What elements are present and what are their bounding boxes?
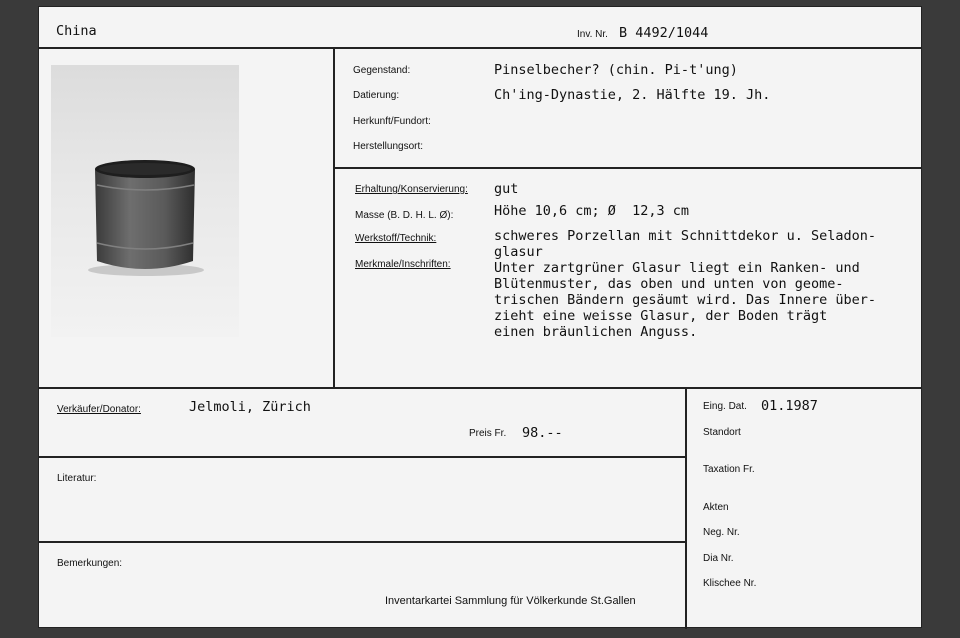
verkaeufer-value: Jelmoli, Zürich: [189, 399, 311, 415]
preis-label: Preis Fr.: [469, 428, 507, 439]
erhaltung-label: Erhaltung/Konservierung:: [355, 184, 468, 195]
dia-nr-label: Dia Nr.: [703, 553, 734, 564]
verkaeufer-label: Verkäufer/Donator:: [57, 404, 141, 415]
neg-nr-label: Neg. Nr.: [703, 527, 740, 538]
inv-label: Inv. Nr.: [577, 29, 608, 40]
akten-label: Akten: [703, 502, 729, 513]
werkstoff-line-2: glasur: [494, 244, 543, 260]
bemerkungen-label: Bemerkungen:: [57, 558, 123, 569]
werkstoff-line-1: schweres Porzellan mit Schnittdekor u. Seladon-: [494, 228, 877, 244]
eing-dat-label: Eing. Dat.: [703, 401, 747, 412]
inventory-card: [38, 6, 922, 628]
merkmale-label: Merkmale/Inschriften:: [355, 259, 451, 270]
masse-value: Höhe 10,6 cm; Ø 12,3 cm: [494, 203, 690, 219]
divider-right-column: [685, 387, 687, 629]
gegenstand-value: Pinselbecher? (chin. Pi-t'ung): [494, 62, 738, 78]
standort-label: Standort: [703, 427, 741, 438]
taxation-label: Taxation Fr.: [703, 464, 755, 475]
divider-main-bottom: [39, 387, 921, 389]
inv-value: B 4492/1044: [619, 25, 709, 41]
eing-dat-value: 01.1987: [761, 398, 818, 414]
preis-value: 98.--: [522, 425, 563, 441]
merkmale-line-5: einen bräunlichen Anguss.: [494, 324, 698, 340]
divider-literatur: [39, 541, 685, 543]
divider-top-details: [333, 167, 921, 169]
herkunft-label: Herkunft/Fundort:: [353, 116, 431, 127]
erhaltung-value: gut: [494, 181, 519, 197]
klischee-nr-label: Klischee Nr.: [703, 578, 757, 589]
gegenstand-label: Gegenstand:: [353, 65, 411, 76]
herstellungsort-label: Herstellungsort:: [353, 141, 424, 152]
literatur-label: Literatur:: [57, 473, 97, 484]
footer-institution: Inventarkartei Sammlung für Völkerkunde St.Gallen: [385, 595, 636, 607]
merkmale-line-2: Blütenmuster, das oben und unten von geome-: [494, 276, 844, 292]
merkmale-line-1: Unter zartgrüner Glasur liegt ein Ranken- und: [494, 260, 860, 276]
merkmale-line-4: zieht eine weisse Glasur, der Boden trägt: [494, 308, 828, 324]
country-value: China: [56, 23, 97, 39]
masse-label: Masse (B. D. H. L. Ø):: [355, 210, 454, 221]
werkstoff-label: Werkstoff/Technik:: [355, 233, 437, 244]
divider-verkaeufer: [39, 456, 685, 458]
merkmale-line-3: trischen Bändern gesäumt wird. Das Innere über-: [494, 292, 877, 308]
object-photo: [51, 65, 239, 337]
datierung-label: Datierung:: [353, 90, 400, 101]
divider-photo: [333, 47, 335, 389]
divider-header: [39, 47, 921, 49]
datierung-value: Ch'ing-Dynastie, 2. Hälfte 19. Jh.: [494, 87, 771, 103]
